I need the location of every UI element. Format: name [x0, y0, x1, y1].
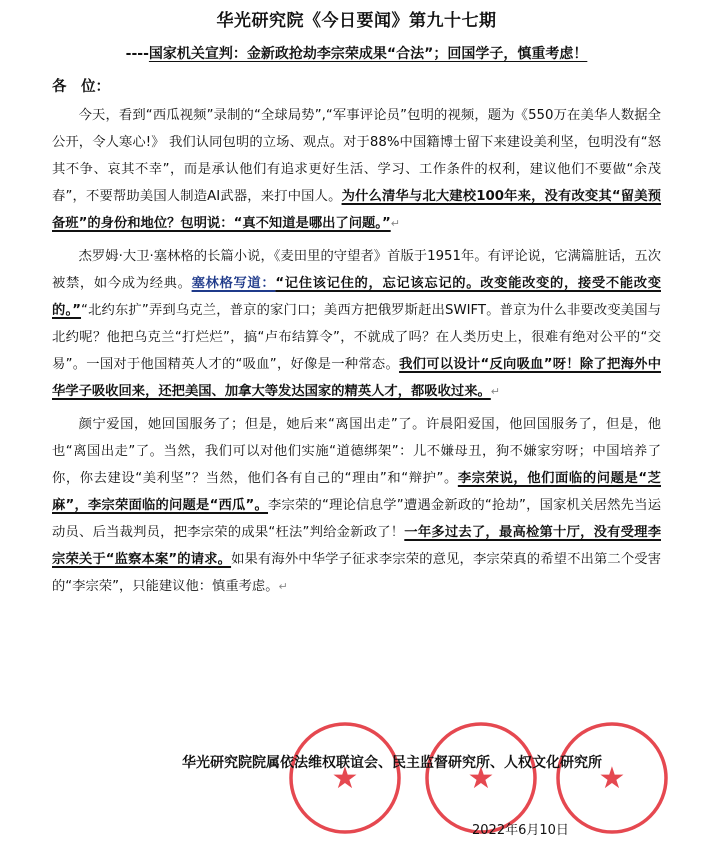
p3-text-3: 如果有海外中华学子征求李宗荣的意见，李宗荣真的希望不出第二个受害的“李宗荣”，只能建议他：慎重考虑。 [52, 552, 662, 594]
p3-text-2: 李宗荣的“理论信息学”遭遇金新政的“抢劫”，国家机关居然先当运动员、后当裁判员，把李宗荣的成果“枉法”判给金新政了！ [52, 498, 661, 540]
paragraph-1 [52, 102, 661, 237]
p2-quote: “记住该记住的，忘记该忘记的。改变能改变的，接受不能改变的。” [52, 276, 661, 318]
p2-text-1: 杰罗姆·大卫·塞林格的长篇小说，《麦田里的守望者》首版于1951年。有评论说，它满篇脏话，五次被禁，如今成为经典。 [52, 249, 661, 291]
p2-text-2: “北约东扩”弄到乌克兰，普京的家门口；美西方把俄罗斯赶出SWIFT。普京为什么非要改变美国与北约呢？他把乌克兰“打烂烂”，搞“卢布结算令”，不就成了吗？在人类历史上，很难有绝对公平的“交易”。一国对于他国精英人才的“吸血”，好像是一种常态。 [52, 303, 662, 372]
document-subtitle [52, 43, 661, 63]
seal-star-icon: ★ [598, 761, 626, 796]
signature-line: 华光研究院院属依法维权联谊会、民主监督研究所、人权文化研究所 [182, 755, 602, 771]
document-date: 2022年6月10日 [472, 823, 569, 838]
document-title: 华光研究院《今日要闻》第九十七期 [216, 11, 497, 31]
p3-emphasis-2: 一年多过去了，最高检第十厅，没有受理李宗荣关于“监察本案”的请求。 [52, 525, 661, 567]
p1-emphasis: 为什么清华与北大建校100年来，没有改变其“留美预备班”的身份和地位？包明说：“真不知道是哪出了问题。” [52, 189, 662, 231]
subtitle-text: 国家机关宣判：金新政抢劫李宗荣成果“合法”；回国学子，慎重考虑！ [148, 46, 588, 62]
p2-emphasis: 我们可以设计“反向吸血”呀！除了把海外中华学子吸收回来，还把美国、加拿大等发达国家的精英人才，都吸收过来。 [52, 357, 661, 399]
paragraph-2 [52, 243, 661, 405]
paragraph-mark: ↵ [278, 580, 288, 593]
subtitle-dashes: ---- [125, 46, 149, 62]
seal-star-icon: ★ [467, 761, 495, 796]
p2-quote-intro: 塞林格写道： [191, 276, 276, 291]
paragraph-mark: ↵ [390, 217, 400, 230]
seal-star-icon: ★ [331, 761, 359, 796]
paragraph-mark: ↵ [490, 385, 501, 398]
p3-text-1: 颜宁爱国，她回国服务了；但是，她后来“离国出走”了。许晨阳爱国，他回国服务了，但是，他也“离国出走”了。当然，我们可以对他们实施“道德绑架”：儿不嫌母丑，狗不嫌家穷呀；中国培养了你，你去建设“美利坚”？当然，他们各有自己的“理由”和“辩护”。 [52, 417, 661, 486]
p1-text: 今天，看到“西瓜视频”录制的“全球局势”,“军事评论员”包明的视频，题为《550万在美华人数据全公开，令人寒心!》 我们认同包明的立场、观点。对于88%中国籍博士留下来建设美利坚，包明没有“怒其不争、哀其不幸”，而是承认他们有追求更好生活、学习、工作条件的权利，建议他们不要做“余茂春”，不要帮助美国人制造AI武器，来打中国人。 [52, 108, 661, 204]
salutation: 各 位： [52, 79, 110, 95]
p3-emphasis-1: 李宗荣说，他们面临的问题是“芝麻”，李宗荣面临的问题是“西瓜”。 [52, 471, 661, 513]
paragraph-3 [52, 411, 661, 600]
